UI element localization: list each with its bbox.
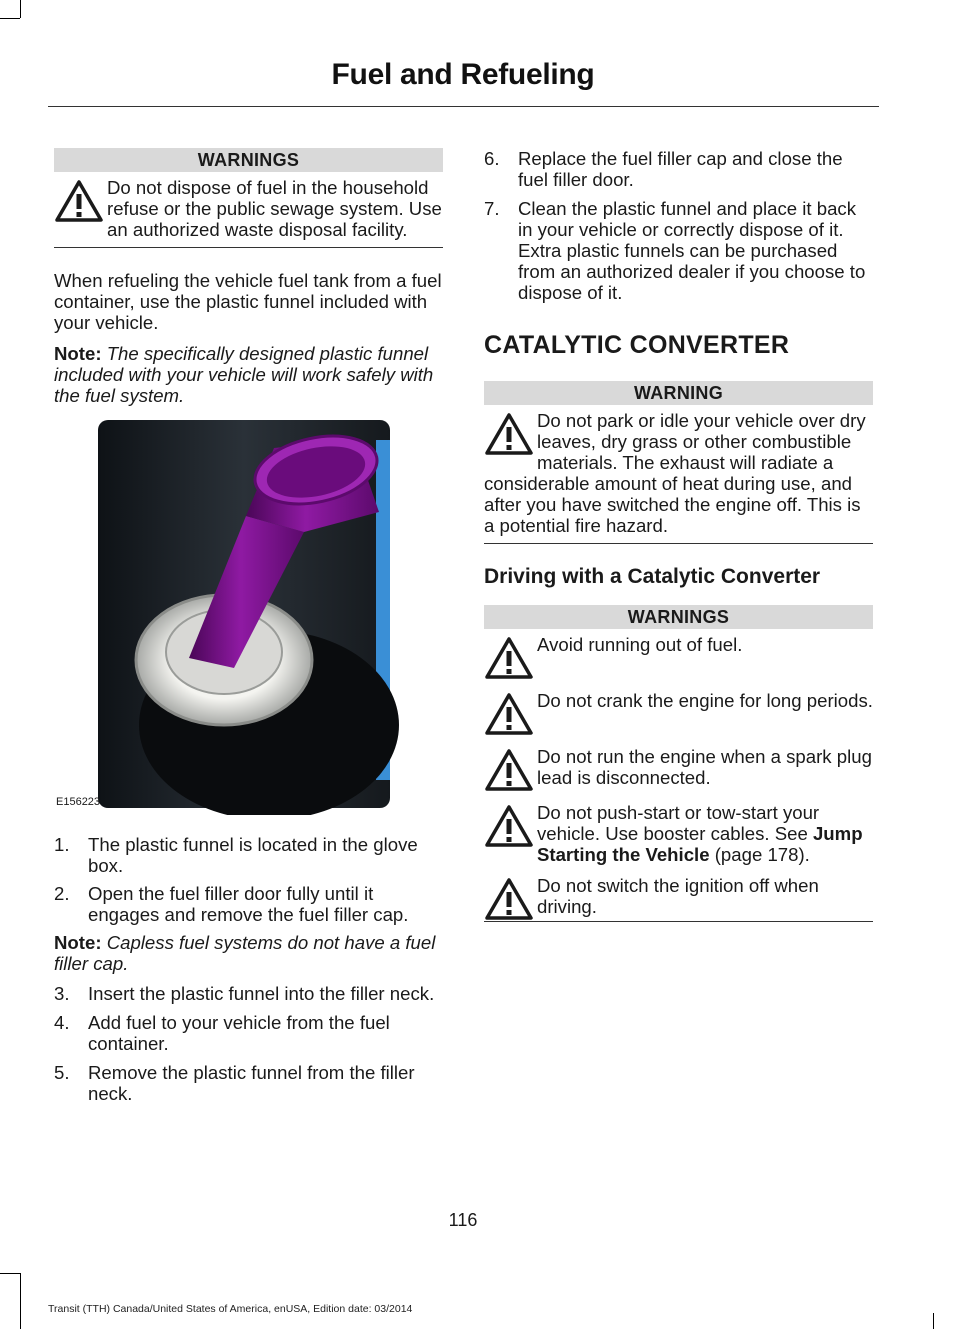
warning-item	[484, 634, 873, 680]
note-label: Note:	[54, 343, 102, 364]
list-item	[54, 1062, 443, 1104]
warning-text: Do not dispose of fuel in the household refuse or the public sewage system. Use an authorized waste disposal facility.	[107, 177, 442, 240]
steps-list	[54, 834, 443, 925]
note-text: Capless fuel systems do not have a fuel filler cap.	[54, 932, 436, 974]
step-number: 3.	[54, 983, 70, 1004]
warning-triangle-icon	[484, 877, 534, 921]
warning-text-part: Do not push-start or tow-start your vehicle. Use booster cables. See	[537, 802, 820, 844]
crop-mark	[0, 18, 20, 19]
warning-text	[484, 802, 873, 865]
section-title: CATALYTIC CONVERTER	[484, 331, 790, 359]
note-text: The specifically designed plastic funnel included with your vehicle will work safely with the fuel system.	[54, 343, 434, 406]
note-label: Note:	[54, 932, 102, 953]
figure-code: E156223	[56, 796, 101, 808]
funnel-illustration	[54, 420, 443, 815]
warning-end-divider	[484, 543, 873, 544]
warning-item	[484, 802, 873, 865]
warnings-heading: WARNINGS	[484, 605, 873, 629]
subsection-title: Driving with a Catalytic Converter	[484, 565, 821, 588]
footer-edition: Transit (TTH) Canada/United States of America, enUSA, Edition date: 03/2014	[48, 1303, 413, 1315]
step-number: 6.	[484, 148, 500, 169]
step-number: 4.	[54, 1012, 70, 1033]
right-column	[484, 148, 873, 922]
list-item	[484, 148, 873, 190]
warning-heading: WARNING	[484, 381, 873, 405]
refuel-intro: When refueling the vehicle fuel tank from a fuel container, use the plastic funnel included with your vehicle.	[54, 270, 442, 333]
warning-text: Avoid running out of fuel.	[537, 634, 743, 655]
page-number: 116	[448, 1210, 478, 1230]
step-number: 5.	[54, 1062, 70, 1083]
warning-triangle-icon	[484, 692, 534, 736]
step-number: 1.	[54, 834, 70, 855]
steps-list	[54, 983, 443, 1104]
note-capless	[54, 932, 443, 974]
funnel-figure	[54, 420, 443, 815]
step-text: The plastic funnel is located in the glove box.	[88, 834, 418, 876]
list-item	[54, 983, 443, 1004]
crop-mark	[933, 1313, 934, 1329]
list-item	[484, 198, 873, 303]
warning-item	[484, 746, 873, 792]
step-text: Clean the plastic funnel and place it back in your vehicle or correctly dispose of it. Extra plastic funnels can be purchased from an authorized dealer if you choose to dispose of it.	[518, 198, 866, 303]
left-column	[54, 148, 443, 1104]
warning-text: Do not park or idle your vehicle over dry leaves, dry grass or other combustible materials. The exhaust will radiate a considerable amount of heat during use, and after you have switched the engine off. This is a potential fire hazard.	[484, 410, 866, 536]
crop-mark	[0, 1273, 20, 1274]
step-text: Open the fuel filler door fully until it engages and remove the fuel filler cap.	[88, 883, 409, 925]
step-text: Add fuel to your vehicle from the fuel container.	[88, 1012, 390, 1054]
warning-triangle-icon	[484, 412, 534, 456]
warning-item	[484, 875, 873, 921]
warning-text: Do not switch the ignition off when driving.	[537, 875, 819, 917]
step-number: 2.	[54, 883, 70, 904]
warning-item	[484, 410, 873, 543]
crop-mark	[20, 0, 21, 18]
list-item	[54, 1012, 443, 1054]
warning-end-divider	[484, 921, 873, 922]
warning-text: Do not run the engine when a spark plug lead is disconnected.	[537, 746, 872, 788]
page-title: Fuel and Refueling	[331, 58, 595, 91]
warning-text-part: (page 178).	[709, 844, 810, 865]
jump-start-link[interactable]: Jump Starting the Vehicle	[537, 823, 863, 865]
warning-end-divider	[54, 247, 443, 248]
warnings-heading: WARNINGS	[54, 148, 443, 172]
list-item	[54, 834, 443, 876]
warning-item	[54, 177, 443, 247]
step-text: Insert the plastic funnel into the filler neck.	[88, 983, 435, 1004]
step-text: Remove the plastic funnel from the filler neck.	[88, 1062, 415, 1104]
note-funnel	[54, 343, 443, 406]
step-text: Replace the fuel filler cap and close the fuel filler door.	[518, 148, 843, 190]
warning-triangle-icon	[54, 179, 104, 223]
warning-item	[484, 690, 873, 736]
crop-mark	[20, 1273, 21, 1329]
header-divider	[48, 106, 879, 107]
warning-triangle-icon	[484, 636, 534, 680]
list-item	[54, 883, 443, 925]
warning-triangle-icon	[484, 804, 534, 848]
warning-triangle-icon	[484, 748, 534, 792]
step-number: 7.	[484, 198, 500, 219]
warning-text: Do not crank the engine for long periods.	[537, 690, 873, 711]
